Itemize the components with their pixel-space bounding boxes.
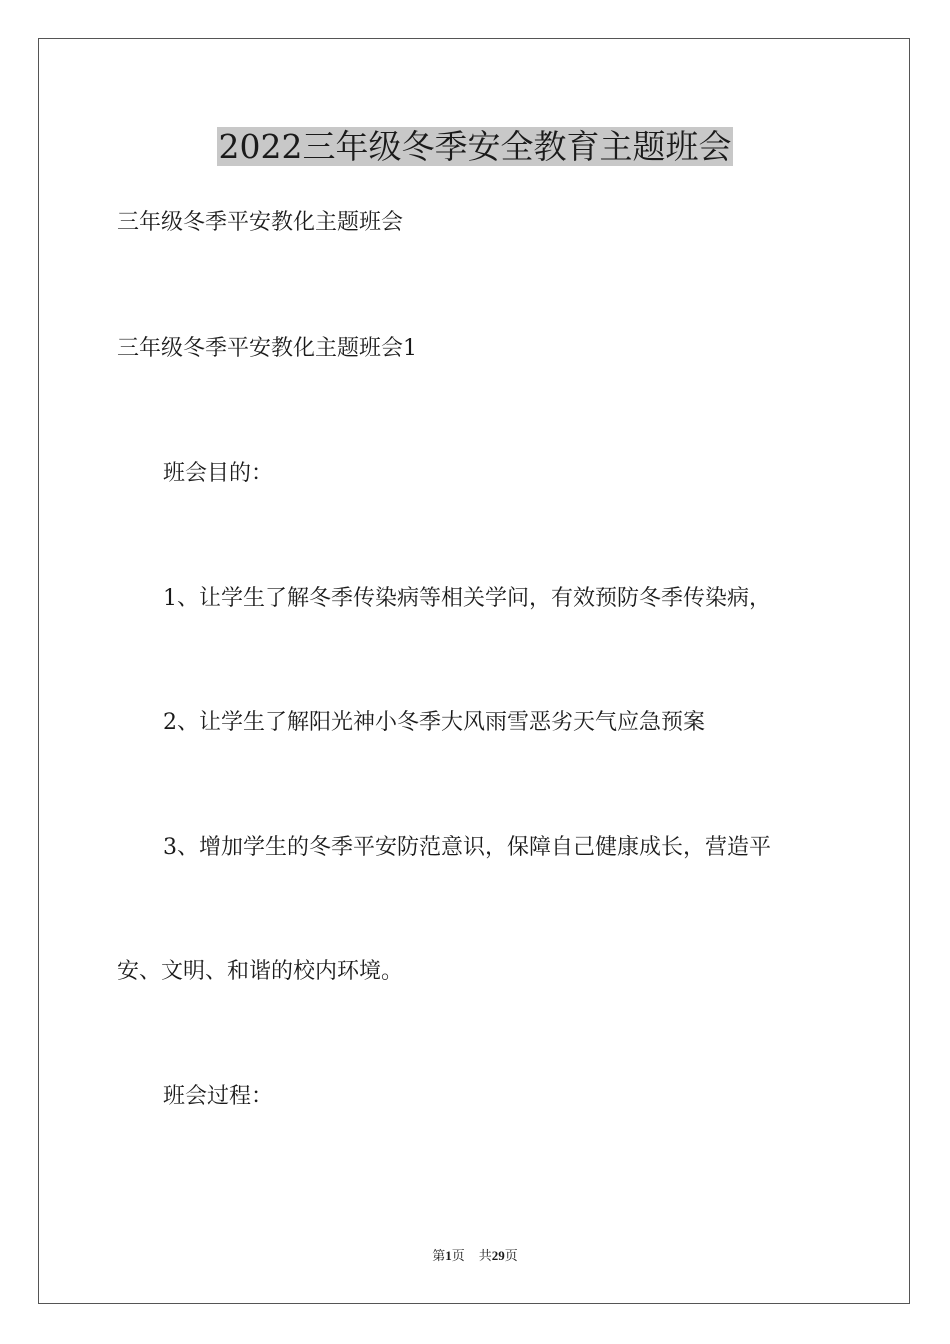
page-footer [0, 1247, 950, 1265]
document-title-text: 2022三年级冬季安全教育主题班会 [218, 127, 732, 166]
footer-total-prefix: 共 [478, 1248, 492, 1263]
footer-page-prefix: 第 [432, 1248, 446, 1263]
paragraph-purpose-item-2: 2、让学生了解阳光神小冬季大风雨雪恶劣天气应急预案 [163, 710, 705, 735]
paragraph-purpose-item-3: 3、增加学生的冬季平安防范意识，保障自己健康成长，营造平 [163, 835, 771, 860]
paragraph-purpose-item-3-continued: 安、文明、和谐的校内环境。 [117, 959, 404, 984]
paragraph-process-label: 班会过程： [163, 1084, 274, 1109]
paragraph-heading-1: 三年级冬季平安教化主题班会1 [117, 336, 417, 361]
paragraph-purpose-label: 班会目的： [163, 461, 274, 486]
footer-page-number: 1 [445, 1248, 452, 1263]
footer-page-suffix: 页 [451, 1248, 465, 1263]
document-title [0, 125, 950, 169]
footer-total-suffix: 页 [504, 1248, 518, 1263]
paragraph-subtitle: 三年级冬季平安教化主题班会 [117, 210, 404, 235]
paragraph-purpose-item-1: 1、让学生了解冬季传染病等相关学问，有效预防冬季传染病， [163, 586, 771, 611]
footer-total-pages: 29 [491, 1248, 505, 1263]
